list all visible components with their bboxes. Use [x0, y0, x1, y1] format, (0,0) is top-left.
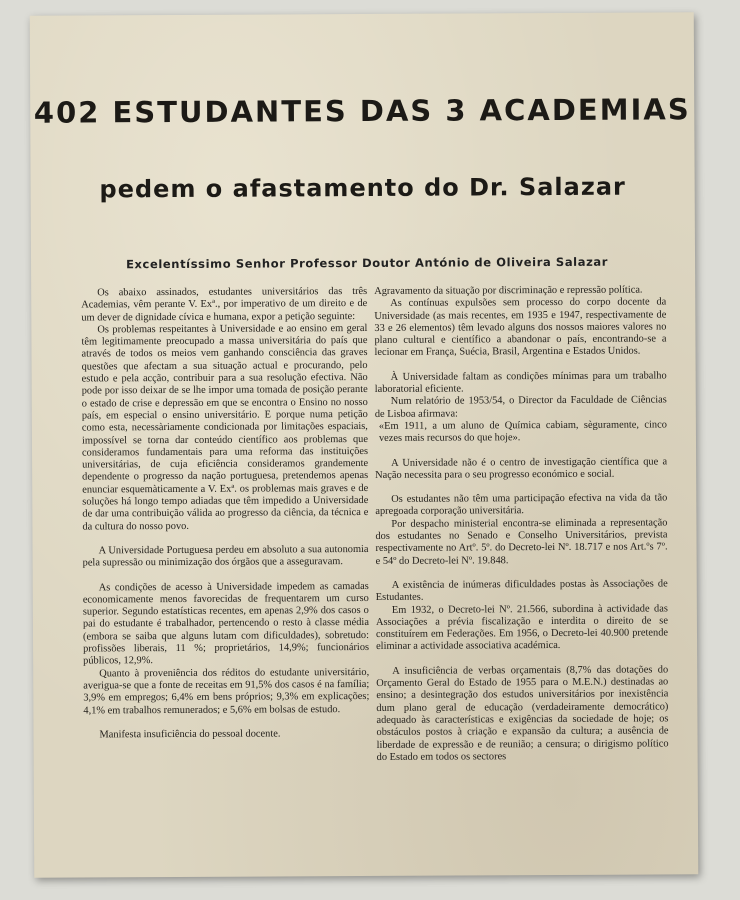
petition-page — [30, 12, 699, 877]
paragraph: A Universidade não é o centro de investigação científica que a Nação necessita para o seu progresso económico e social. — [375, 455, 668, 481]
paragraph: Manifesta insuficiência do pessoal docente. — [99, 728, 281, 741]
paragraph: Quanto à proveniência dos réditos do estudante universitário, averigua-se que a fonte de receitas em 91,5% dos casos é na família; 3,9% em empregos; 6,4% em bens próprios; 9,3% em explicações; 4,1% em trabalhos remunerados; e 5,6% em bolsas de estudo. — [83, 666, 370, 716]
document-subtitle: pedem o afastamento do Dr. Salazar — [99, 172, 626, 204]
left-text-column — [81, 286, 369, 742]
document-title: 402 ESTUDANTES DAS 3 ACADEMIAS — [33, 92, 691, 130]
paragraph: As condições de acesso à Universidade impedem as camadas economicamente menos favorecidas de frequentarem um curso superior. Segundo estatísticas recentes, em apenas 2,9% dos casos o pai do estudante é trabalhador, pertencendo o resto à classe média (embora se saiba que alguns lutam com dificuldades), sobretudo: profissões liberais, 11 %; proprietários, 14,9%; funcionários públicos, 12,9%. — [82, 580, 370, 667]
paragraph: Por despacho ministerial encontra-se eliminada a representação dos estudantes no Senado e Conselho Universitários, prevista respectivamente no Artº. 5º. do Decreto-lei Nº. 18.717 e nos Art.ºs 7º. e 54º do Decreto-lei Nº. 19.848. — [375, 517, 668, 567]
paragraph: À Universidade faltam as condições mínimas para um trabalho laboratorial eficiente. — [374, 370, 667, 396]
quotation: «Em 1911, a um aluno de Química cabiam, sèguramente, cinco vezes mais recursos do que hoje». — [378, 419, 667, 445]
paragraph: Agravamento da situação por discriminação e repressão política. — [374, 284, 643, 297]
paragraph: Os estudantes não têm uma participação efectiva na vida da tão apregoada corporação universitária. — [375, 492, 668, 518]
paragraph: A insuficiência de verbas orçamentais (8,7% das dotações do Orçamento Geral do Estado de 1955 para o M.E.N.) destinadas ao ensino; a desintegração dos estudos universitários por inexistência dum plano geral de educação (verdadeiramente democrático) adequado às características e exigências da sociedade de hoje; os obstáculos postos à criação e expansão da cultura; a ausência de liberdade de expressão e de reunião; a censura; o dirigismo político do Estado em todos os sectores — [376, 664, 669, 763]
paragraph: A Universidade Portuguesa perdeu em absoluto a sua autonomia pela supressão ou minimização dos órgãos que a asseguravam. — [82, 543, 369, 569]
salutation-line: Excelentíssimo Senhor Professor Doutor António de Oliveira Salazar — [126, 254, 609, 272]
paragraph: Os abaixo assinados, estudantes universitários das três Academias, vêm perante V. Exª., por imperativo de um direito e de um dever de dignidade cívica e humana, expor a petição seguinte: — [81, 285, 368, 324]
paragraph: Em 1932, o Decreto-lei Nº. 21.566, subordina à actividade das Associações a prévia fiscalização e interdita o direito de se constituírem em Federações. Em 1956, o Decreto-lei 40.900 pretende eliminar a actividade associativa académica. — [375, 602, 669, 653]
paragraph: Os problemas respeitantes à Universidade e ao ensino em geral têm legitimamente preocupado a massa universitária do país que através de todos os meios vem ganhando consciência das graves questões que afectam a sua situação actual e procurando, pelo estudo e pela acção, contribuir para a sua resolução efectiva. Não pode por isso deixar de se lhe impor uma tomada de posição perante o estado de crise e depressão em que se encontra o Ensino no nosso país, em especial o ensino universitário. E porque numa petição como esta, necessàriamente condicionada por limitações espaciais, impossível se torna dar conteúdo científico aos problemas que consideramos fundamentais para uma reforma das instituições universitárias, de cuja eficiência consideramos grandemente dependente o progresso da nação portuguesa, pretendemos apenas enunciar esquemàticamente a V. Exª. os problemas mais graves e de soluções há longo tempo adiadas que têm impedido a Universidade de dar uma contribuição válida ao progresso da ciência, da técnica e da cultura do nosso povo. — [81, 322, 369, 533]
paragraph: As contínuas expulsões sem processo do corpo docente da Universidade (as mais recentes, em 1935 e 1947, respectivamente de 33 e 26 elementos) têm levado alguns dos nossos maiores valores no plano cultural e científico a abandonar o país, encontrando-se a lecionar em França, Suécia, Brasil, Argentina e Estados Unidos. — [374, 296, 667, 359]
right-text-column — [374, 284, 668, 764]
paragraph: Num relatório de 1953/54, o Director da Faculdade de Ciências de Lisboa afirmava: — [374, 394, 667, 420]
paragraph: A existência de inúmeras dificuldades postas às Associações de Estudantes. — [375, 578, 668, 604]
